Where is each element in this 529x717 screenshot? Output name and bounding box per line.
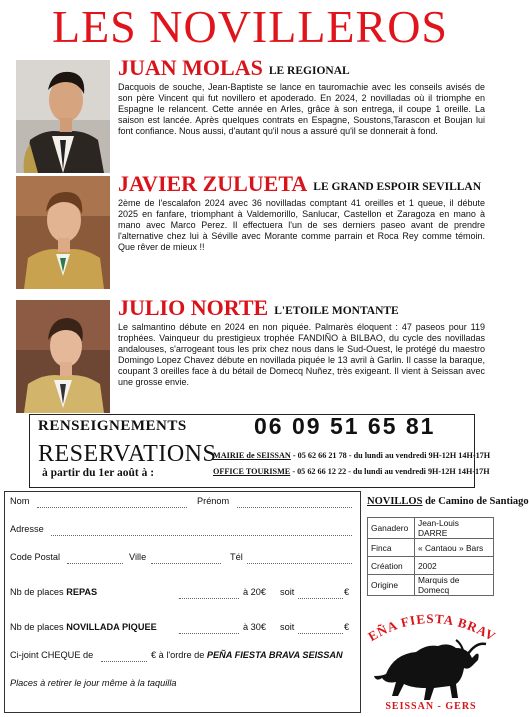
ville-label: Ville bbox=[129, 552, 147, 562]
reservations-box bbox=[29, 413, 491, 488]
torero-bio-3: Le salmantino débute en 2024 en non piquée. Palmarès éloquent : 47 paseos pour 119 trophées. Vainqueur du prestigieux trophée FANDIÑO à BILBAO, du cycle des novilladas andalouses, s'arrogeant tous les prix chez nous dans le Sud-Ouest, le protégé du maestro Domingo Lopez Chavez débute en novillada piquée le 13 avril à Garlin. Il casse la baraque, coupant 3 oreilles face à du bétail de Domecq Nuñez, très exigeant. Il vient à Seissan avec une grosse envie. bbox=[118, 322, 485, 387]
table-row: Création 2002 bbox=[368, 557, 494, 575]
adresse-field[interactable] bbox=[51, 525, 352, 536]
reservations-title: RESERVATIONS bbox=[38, 441, 217, 467]
taquilla-note: Places à retirer le jour même à la taquilla bbox=[10, 678, 177, 688]
novillos-title: NOVILLOS de Camino de Santiago bbox=[367, 496, 529, 507]
tel-field[interactable] bbox=[247, 553, 352, 564]
cheque-order-label: € à l'ordre de PEÑA FIESTA BRAVA SEISSAN bbox=[151, 650, 343, 660]
nom-label: Nom bbox=[10, 496, 30, 506]
novillada-euro: € bbox=[344, 622, 350, 632]
bull-icon bbox=[374, 640, 486, 700]
torero-photo-2 bbox=[16, 176, 110, 289]
nom-field[interactable] bbox=[37, 497, 187, 508]
code-postal-field[interactable] bbox=[67, 553, 123, 564]
logo-name: EÑA FIESTA BRAV bbox=[365, 610, 498, 645]
repas-quantity-field[interactable] bbox=[179, 588, 239, 599]
table-row: Finca « Cantaou » Bars bbox=[368, 539, 494, 557]
novillada-price: à 30€ bbox=[243, 622, 266, 632]
prenom-label: Prénom bbox=[197, 496, 230, 506]
novillada-label: Nb de places NOVILLADA PIQUEE bbox=[10, 622, 157, 632]
prenom-field[interactable] bbox=[237, 497, 352, 508]
svg-text:PEÑA FIESTA BRAVA bbox=[364, 604, 498, 644]
order-form bbox=[4, 491, 361, 713]
ville-field[interactable] bbox=[151, 553, 221, 564]
torero-bio-2: 2ème de l'escalafon 2024 avec 36 novilladas comptant 41 oreilles et 1 queue, il débute 2025 en fanfare, triomphant à Valdemorillo, Sanlucar, Castellon et Zaragoza en mano à mano avec Marco Perez. Il effectuera l'un de ses derniers paseo avant de prendre l'alternative chez lui à Séville avec Morante comme parrain et Roca Rey comme témoin. Que rêver de mieux !! bbox=[118, 198, 485, 252]
reservations-subtitle: à partir du 1er août à : bbox=[42, 467, 155, 479]
repas-label: Nb de places REPAS bbox=[10, 587, 98, 597]
torero-name-2: JAVIER ZULUETA LE GRAND ESPOIR SEVILLAN bbox=[118, 171, 482, 196]
table-row: Ganadero Jean-Louis DARRE bbox=[368, 518, 494, 539]
torero-tagline-2: LE GRAND ESPOIR SEVILLAN bbox=[313, 181, 482, 193]
ganaderia-table bbox=[367, 517, 494, 596]
repas-euro: € bbox=[344, 587, 350, 597]
logo-place: SEISSAN - GERS bbox=[385, 701, 477, 712]
torero-photo-3 bbox=[16, 300, 110, 413]
torero-tagline-3: L'ETOILE MONTANTE bbox=[274, 305, 399, 317]
torero-tagline-1: LE REGIONAL bbox=[268, 65, 350, 77]
phone-number[interactable]: 06 09 51 65 81 bbox=[254, 413, 436, 439]
novillada-soit: soit bbox=[280, 622, 295, 632]
cheque-amount-field[interactable] bbox=[101, 651, 147, 662]
adresse-label: Adresse bbox=[10, 524, 44, 534]
table-row: Origine Marquis de Domecq bbox=[368, 575, 494, 596]
torero-name-1: JUAN MOLAS LE REGIONAL bbox=[118, 55, 350, 80]
renseignements-label: RENSEIGNEMENTS bbox=[38, 418, 187, 434]
tel-label: Tél bbox=[230, 552, 243, 562]
contact-mairie: MAIRIE de SEISSAN - 05 62 66 21 78 - du lundi au vendredi 9H-12H 14H-17H bbox=[213, 451, 491, 460]
torero-bio-1: Dacquois de souche, Jean-Baptiste se lance en tauromachie avec les conseils avisés de son père Vincent qui fut novillero et apoderado. En 2024, 2 novilladas où il triomphe en Espagne le relancent. Cette année en Arles, grâce à son entrega, il coupe 1 oreille. La saison est lancée. Après quelques contrats en Espagne, Soustons,Tarascon et Boujan lui font confiance. Nous aussi, d'autant qu'il nous a assuré qu'il se donnerait à fond. bbox=[118, 82, 485, 136]
repas-soit: soit bbox=[280, 587, 295, 597]
page-title: LES NOVILLEROS bbox=[51, 1, 449, 52]
pena-fiesta-brava-logo bbox=[364, 604, 498, 712]
cheque-label: Ci-joint CHEQUE de bbox=[10, 650, 94, 660]
contact-office-tourisme: OFFICE TOURISME - 05 62 66 12 22 - du lundi au vendredi 9H-12H 14H-17H bbox=[213, 467, 490, 476]
repas-total-field[interactable] bbox=[298, 588, 343, 599]
code-postal-label: Code Postal bbox=[10, 552, 61, 562]
torero-name-3: JULIO NORTE L'ETOILE MONTANTE bbox=[118, 295, 399, 320]
repas-price: à 20€ bbox=[243, 587, 266, 597]
torero-photo-1 bbox=[16, 60, 110, 173]
novillada-quantity-field[interactable] bbox=[179, 623, 239, 634]
novillada-total-field[interactable] bbox=[298, 623, 343, 634]
